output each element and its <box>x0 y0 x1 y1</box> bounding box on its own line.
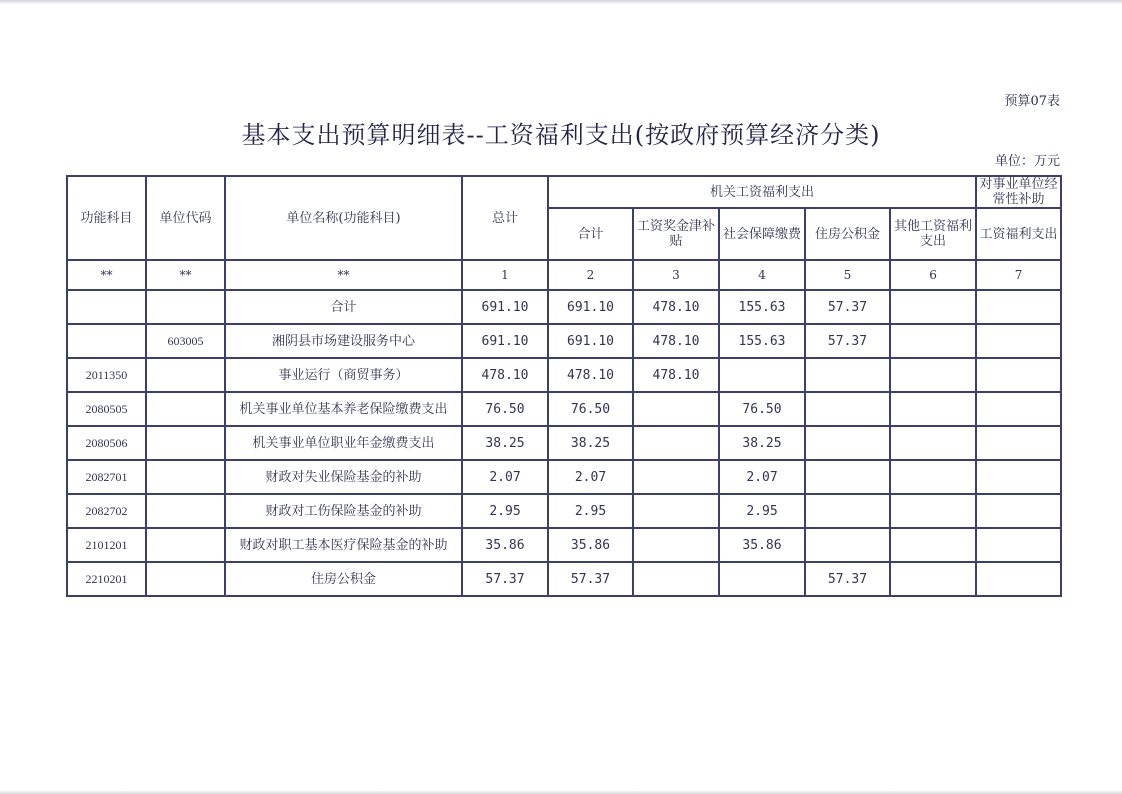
cell-inst-salary <box>976 324 1061 358</box>
cell-other <box>890 562 976 596</box>
cell-total: 691.10 <box>462 290 548 324</box>
cell-salary: 478.10 <box>633 324 719 358</box>
index-cell: ** <box>146 260 225 290</box>
cell-total: 76.50 <box>462 392 548 426</box>
header-other: 其他工资福利支出 <box>890 208 976 260</box>
table-body <box>67 260 1061 596</box>
cell-subtotal: 691.10 <box>548 290 633 324</box>
cell-unit-code <box>146 528 225 562</box>
cell-func-subject: 2080505 <box>67 392 146 426</box>
cell-total: 38.25 <box>462 426 548 460</box>
cell-func-subject: 2080506 <box>67 426 146 460</box>
index-row <box>67 260 1061 290</box>
index-cell: 5 <box>805 260 890 290</box>
cell-unit-name: 财政对职工基本医疗保险基金的补助 <box>225 528 462 562</box>
index-cell: ** <box>67 260 146 290</box>
index-cell: ** <box>225 260 462 290</box>
header-func-subject: 功能科目 <box>67 176 146 260</box>
index-cell: 6 <box>890 260 976 290</box>
table-row <box>67 392 1061 426</box>
cell-salary: 478.10 <box>633 290 719 324</box>
index-cell: 1 <box>462 260 548 290</box>
cell-total: 35.86 <box>462 528 548 562</box>
table-row <box>67 358 1061 392</box>
cell-social: 38.25 <box>719 426 805 460</box>
cell-housing: 57.37 <box>805 324 890 358</box>
cell-inst-salary <box>976 562 1061 596</box>
header-unit-name: 单位名称(功能科目) <box>225 176 462 260</box>
header-inst-salary: 工资福利支出 <box>976 208 1061 260</box>
cell-other <box>890 494 976 528</box>
cell-inst-salary <box>976 460 1061 494</box>
table-row <box>67 494 1061 528</box>
index-cell: 4 <box>719 260 805 290</box>
cell-func-subject: 2082702 <box>67 494 146 528</box>
cell-other <box>890 460 976 494</box>
cell-unit-name: 机关事业单位职业年金缴费支出 <box>225 426 462 460</box>
cell-other <box>890 528 976 562</box>
index-cell: 2 <box>548 260 633 290</box>
cell-social: 76.50 <box>719 392 805 426</box>
cell-salary <box>633 494 719 528</box>
cell-salary <box>633 562 719 596</box>
cell-func-subject <box>67 324 146 358</box>
cell-inst-salary <box>976 426 1061 460</box>
unit-label: 单位：万元 <box>994 154 1060 169</box>
cell-salary <box>633 528 719 562</box>
cell-unit-code <box>146 392 225 426</box>
cell-housing <box>805 460 890 494</box>
cell-total: 2.07 <box>462 460 548 494</box>
cell-social: 2.07 <box>719 460 805 494</box>
header-subtotal: 合计 <box>548 208 633 260</box>
table-row <box>67 528 1061 562</box>
cell-total: 2.95 <box>462 494 548 528</box>
cell-subtotal: 478.10 <box>548 358 633 392</box>
cell-func-subject <box>67 290 146 324</box>
form-code: 预算07表 <box>1004 94 1060 109</box>
header-unit-code: 单位代码 <box>146 176 225 260</box>
cell-salary <box>633 392 719 426</box>
cell-housing <box>805 494 890 528</box>
cell-inst-salary <box>976 290 1061 324</box>
cell-other <box>890 324 976 358</box>
cell-subtotal: 38.25 <box>548 426 633 460</box>
cell-func-subject: 2101201 <box>67 528 146 562</box>
cell-unit-name: 湘阴县市场建设服务中心 <box>225 324 462 358</box>
cell-unit-name: 财政对失业保险基金的补助 <box>225 460 462 494</box>
table-row <box>67 562 1061 596</box>
cell-housing <box>805 426 890 460</box>
table-row <box>67 426 1061 460</box>
header-social: 社会保障缴费 <box>719 208 805 260</box>
header-salary: 工资奖金津补贴 <box>633 208 719 260</box>
cell-unit-code: 603005 <box>146 324 225 358</box>
cell-unit-name: 住房公积金 <box>225 562 462 596</box>
header-total: 总计 <box>462 176 548 260</box>
cell-func-subject: 2210201 <box>67 562 146 596</box>
header-inst-group: 对事业单位经常性补助 <box>976 176 1061 208</box>
cell-salary: 478.10 <box>633 358 719 392</box>
cell-subtotal: 76.50 <box>548 392 633 426</box>
index-cell: 3 <box>633 260 719 290</box>
header-org-group: 机关工资福利支出 <box>548 176 976 208</box>
cell-total: 691.10 <box>462 324 548 358</box>
cell-social: 2.95 <box>719 494 805 528</box>
table-row <box>67 324 1061 358</box>
cell-func-subject: 2082701 <box>67 460 146 494</box>
cell-social: 155.63 <box>719 324 805 358</box>
cell-social <box>719 562 805 596</box>
header-row-1 <box>67 176 1061 208</box>
cell-unit-code <box>146 494 225 528</box>
cell-unit-name: 机关事业单位基本养老保险缴费支出 <box>225 392 462 426</box>
cell-salary <box>633 460 719 494</box>
cell-unit-code <box>146 562 225 596</box>
header-housing: 住房公积金 <box>805 208 890 260</box>
cell-housing: 57.37 <box>805 290 890 324</box>
table-header <box>67 176 1061 260</box>
cell-unit-code <box>146 290 225 324</box>
cell-subtotal: 57.37 <box>548 562 633 596</box>
cell-other <box>890 426 976 460</box>
page-title: 基本支出预算明细表--工资福利支出(按政府预算经济分类) <box>241 121 881 149</box>
cell-total: 57.37 <box>462 562 548 596</box>
scan-bottom-edge <box>0 790 1122 794</box>
cell-inst-salary <box>976 392 1061 426</box>
index-cell: 7 <box>976 260 1061 290</box>
cell-subtotal: 2.07 <box>548 460 633 494</box>
cell-unit-code <box>146 460 225 494</box>
cell-subtotal: 2.95 <box>548 494 633 528</box>
cell-inst-salary <box>976 358 1061 392</box>
cell-housing: 57.37 <box>805 562 890 596</box>
cell-subtotal: 691.10 <box>548 324 633 358</box>
cell-other <box>890 290 976 324</box>
cell-unit-name: 事业运行（商贸事务） <box>225 358 462 392</box>
cell-social: 35.86 <box>719 528 805 562</box>
cell-housing <box>805 392 890 426</box>
cell-social <box>719 358 805 392</box>
cell-other <box>890 392 976 426</box>
cell-total: 478.10 <box>462 358 548 392</box>
cell-other <box>890 358 976 392</box>
cell-social: 155.63 <box>719 290 805 324</box>
cell-unit-name: 财政对工伤保险基金的补助 <box>225 494 462 528</box>
cell-housing <box>805 358 890 392</box>
table-row <box>67 290 1061 324</box>
cell-unit-name: 合计 <box>225 290 462 324</box>
budget-table <box>66 175 1062 597</box>
cell-salary <box>633 426 719 460</box>
cell-unit-code <box>146 426 225 460</box>
cell-func-subject: 2011350 <box>67 358 146 392</box>
cell-inst-salary <box>976 528 1061 562</box>
cell-unit-code <box>146 358 225 392</box>
cell-housing <box>805 528 890 562</box>
cell-subtotal: 35.86 <box>548 528 633 562</box>
cell-inst-salary <box>976 494 1061 528</box>
table-row <box>67 460 1061 494</box>
scan-top-edge <box>0 0 1122 4</box>
